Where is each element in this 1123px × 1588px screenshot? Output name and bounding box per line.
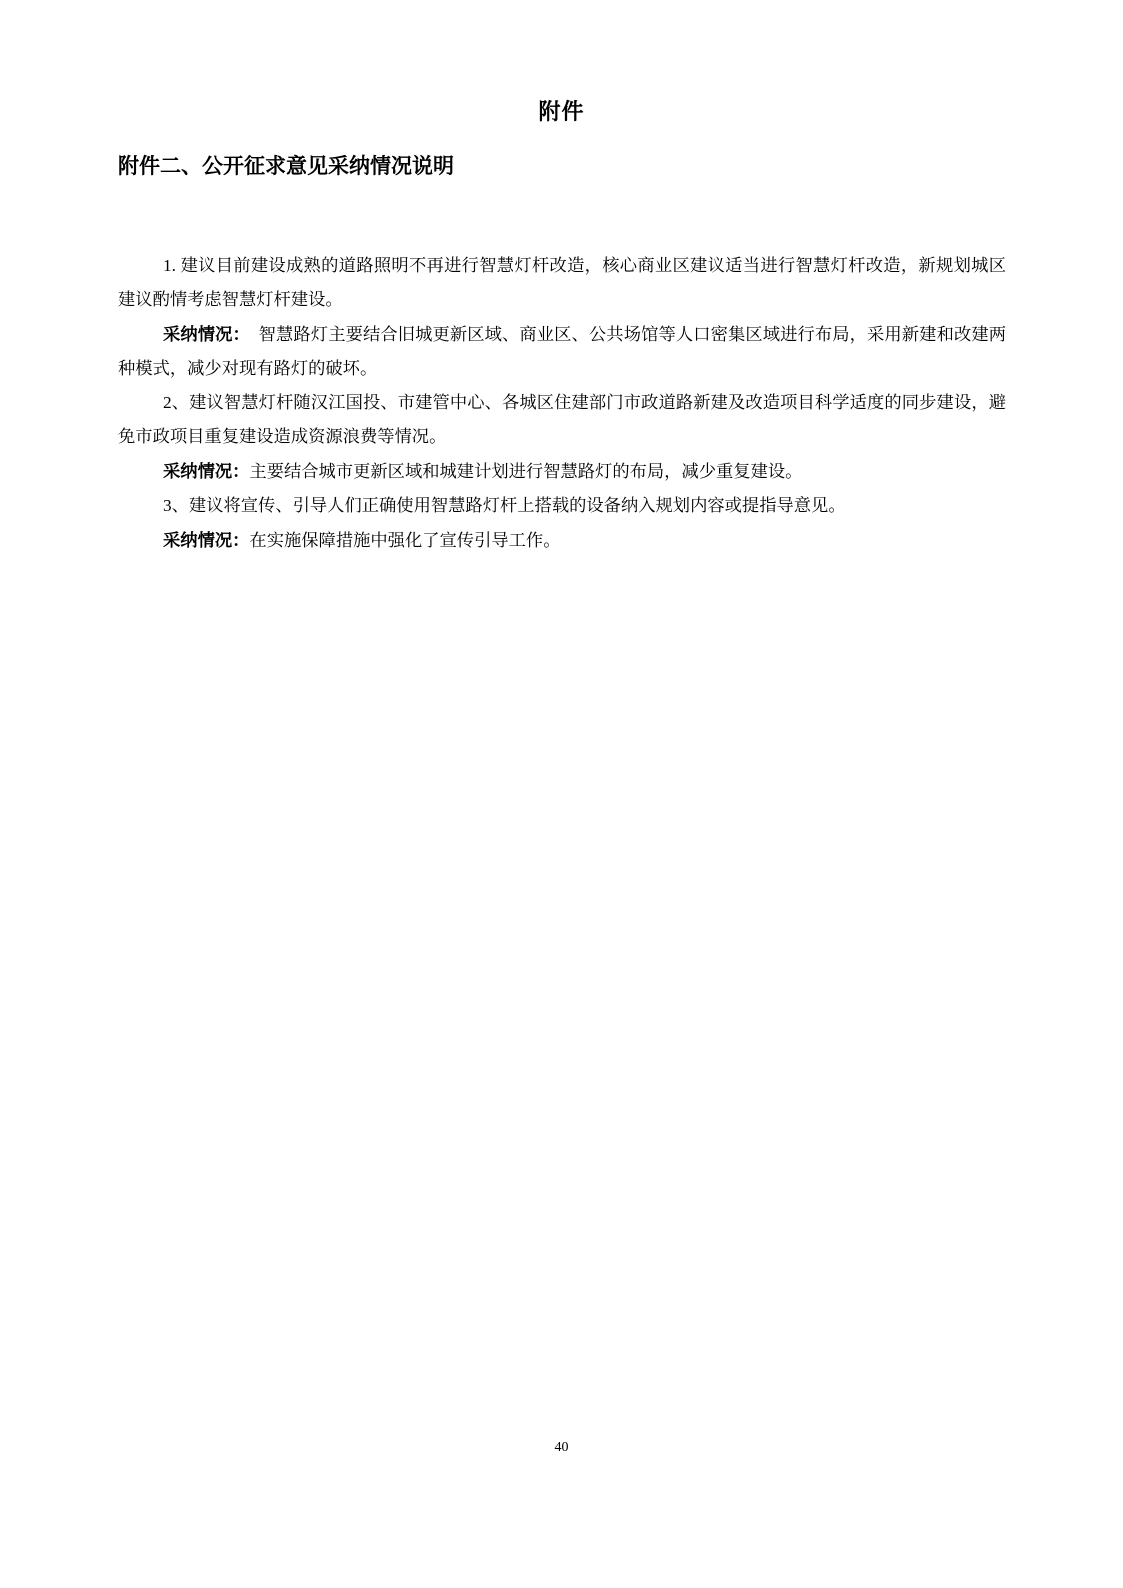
document-body: [118, 249, 1006, 558]
suggestion-paragraph-2: 2、建议智慧灯杆随汉江国投、市建管中心、各城区住建部门市政道路新建及改造项目科学适度的同步建设，避免市政项目重复建设造成资源浪费等情况。: [118, 393, 1006, 446]
adoption-text-1: 智慧路灯主要结合旧城更新区域、商业区、公共场馆等人口密集区域进行布局，采用新建和改建两种模式，减少对现有路灯的破坏。: [118, 325, 1006, 378]
suggestion-paragraph-1: 1. 建议目前建设成熟的道路照明不再进行智慧灯杆改造，核心商业区建议适当进行智慧灯杆改造，新规划城区建议酌情考虑智慧灯杆建设。: [118, 256, 1006, 309]
adoption-paragraph-1: [118, 317, 1006, 386]
section-heading: 附件二、公开征求意见采纳情况说明: [118, 155, 454, 178]
adoption-text-3: 在实施保障措施中强化了宣传引导工作。: [249, 531, 561, 550]
adoption-paragraph-2: [118, 454, 1006, 489]
adoption-paragraph-3: [118, 523, 1006, 558]
adoption-text-2: 主要结合城市更新区域和城建计划进行智慧路灯的布局，减少重复建设。: [249, 462, 803, 481]
attachment-title: 附件: [538, 99, 585, 124]
adoption-label-3: 采纳情况：: [163, 530, 250, 550]
adoption-label-2: 采纳情况：: [163, 461, 250, 481]
suggestion-paragraph-3: 3、建议将宣传、引导人们正确使用智慧路灯杆上搭载的设备纳入规划内容或提指导意见。: [163, 496, 846, 515]
page-number: 40: [554, 1440, 569, 1455]
adoption-label-1: 采纳情况：: [163, 324, 242, 344]
